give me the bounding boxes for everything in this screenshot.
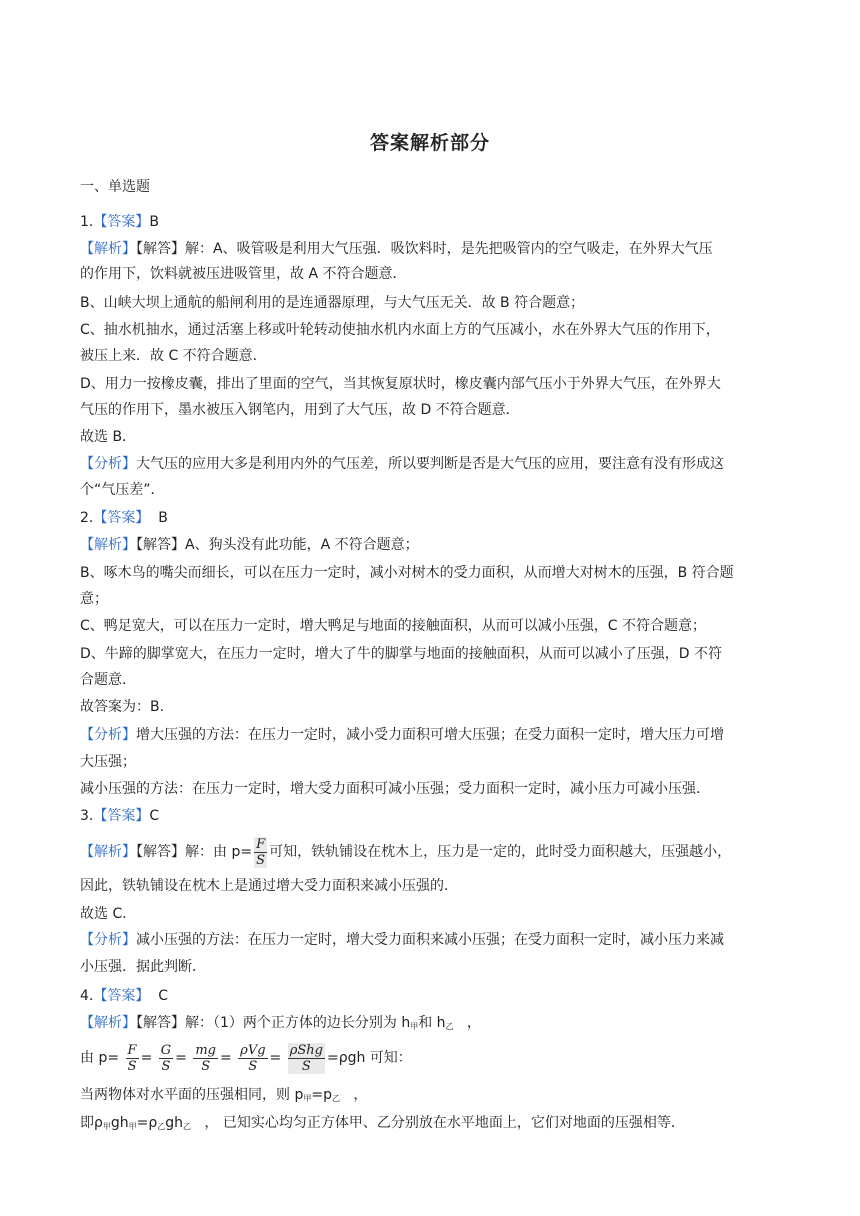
q1-answer-line [80,213,780,231]
q3-fenxi-tag: 【分析】 [80,932,136,948]
q2-text-1: 【解答】A、狗头没有此功能，A 不符合题意； [136,537,419,553]
q3-line-3: 故选 C． [80,906,137,922]
q4-sub-yi-2: 乙 [331,1094,340,1103]
q4-formula-line [80,1038,780,1078]
q4-frac-2-num: G [160,1042,172,1058]
q4-eq-3: = [219,1050,232,1066]
q4-jiexi-tag: 【解析】 [80,1015,136,1031]
q3-line-4 [80,931,780,949]
q1-line-7: 气压的作用下，墨水被压入钢笔内，用到了大气压，故 D 不符合题意． [80,402,520,418]
q3-text-1a: 【解答】解：由 p= [136,844,253,860]
q1-text-1: 【解答】解：A、吸管吸是利用大气压强．吸饮料时，是先把吸管内的空气吸走，在外界大气压 [136,241,713,257]
q1-line-9 [80,455,780,473]
q4-sub-yi-4: 乙 [183,1122,192,1131]
section-heading: 一、单选题 [80,179,150,195]
q3-answer: C [149,808,160,824]
q4-text-4c: =ρ [136,1115,158,1131]
q4-sub-yi: 乙 [445,1022,454,1031]
q2-line-4: C、鸭足宽大，可以在压力一定时，增大鸭足与地面的接触面积，从而可以减小压强，C 不符合题意； [80,618,706,634]
q1-line-4: C、抽水机抽水，通过活塞上移或叶轮转动使抽水机内水面上方的气压减小，水在外界大气压的作用下， [80,322,720,338]
q2-answer: B [158,510,168,526]
q4-text-4d: gh [165,1115,184,1131]
q3-frac-denominator: S [256,852,266,868]
q4-frac-5-den: S [301,1058,311,1074]
q2-line-10: 减小压强的方法：在压力一定时，增大受力面积可减小压强；受力面积一定时，减小压力可减小压强． [80,781,710,797]
q4-text-1a: 【解答】解：（1）两个正方体的边长分别为 h [136,1015,411,1031]
q1-line-3: B、山峡大坝上通航的船闸利用的是连通器原理，与大气压无关．故 B 符合题意； [80,295,585,311]
q4-text-1b: 和 h [418,1015,446,1031]
q4-frac-1-num: F [127,1042,137,1058]
q2-text-8: 增大压强的方法：在压力一定时，减小受力面积可增大压强；在受力面积一定时，增大压力可增 [136,727,724,743]
q4-answer: C [158,988,169,1004]
q4-frac-4 [238,1043,267,1074]
q4-text-2b: =ρgh 可知： [326,1050,412,1066]
q3-text-4: 减小压强的方法：在压力一定时，增大受力面积来减小压强；在受力面积一定时，减小压力来减 [136,932,724,948]
q4-answer-tag: 【答案】 [93,988,150,1004]
q4-line-4 [80,1114,780,1136]
q3-answer-tag: 【答案】 [93,808,150,824]
q2-jiexi-tag: 【解析】 [80,537,136,553]
q4-frac-4-den: S [248,1058,258,1074]
q1-line-6: D、用力一按橡皮囊，排出了里面的空气，当其恢复原状时，橡皮囊内部气压小于外界大气压，在外界大 [80,376,721,392]
q1-text-9: 大气压的应用大多是利用内外的气压差，所以要判断是否是大气压的应用，要注意有没有形成这 [136,456,724,472]
q4-text-3c: ， [353,1087,368,1103]
q3-frac-numerator: F [256,836,266,852]
q4-answer-line [80,987,780,1005]
q4-frac-5-num: ρShg [289,1042,323,1058]
q4-frac-3-num: mg [195,1042,216,1058]
q2-answer-tag: 【答案】 [93,510,150,526]
q1-line-10: 个“气压差”． [80,482,165,498]
q4-sub-yi-3: 乙 [157,1122,166,1131]
q4-eq-2: = [175,1050,187,1066]
q4-line-1 [80,1014,780,1036]
q2-line-9: 大压强； [80,754,136,770]
q4-eq-4: = [269,1050,282,1066]
q4-text-1c: ， [466,1015,481,1031]
q2-line-8 [80,726,780,744]
q3-answer-line [80,807,780,825]
q3-line-2: 因此，铁轨铺设在枕木上是通过增大受力面积来减小压强的． [80,878,458,894]
q1-fenxi-tag: 【分析】 [80,456,136,472]
q4-text-2a: 由 p= [80,1050,120,1066]
q2-number: 2. [80,510,94,526]
q1-line-2: 的作用下，饮料就被压进吸管里，故 A 不符合题意． [80,266,407,282]
q4-text-3a: 当两物体对水平面的压强相同，则 p [80,1087,304,1103]
q4-line-3 [80,1086,780,1108]
q4-eq-1: = [140,1050,153,1066]
q4-sub-jia: 甲 [410,1022,419,1031]
q3-text-1b: 可知，铁轨铺设在枕木上，压力是一定的，此时受力面积越大，压强越小， [269,844,732,860]
q4-frac-3-den: S [201,1058,211,1074]
q4-sub-jia-2: 甲 [303,1094,312,1103]
q1-answer-tag: 【答案】 [93,214,150,230]
q4-sub-jia-3: 甲 [102,1122,111,1131]
q4-text-4e: ， 已知实心均匀正方体甲、乙分别放在水平地面上，它们对地面的压强相等． [204,1115,685,1131]
q2-fenxi-tag: 【分析】 [80,727,136,743]
q2-line-3: 意； [80,591,108,607]
q4-frac-1 [126,1043,139,1074]
q3-formula-fraction [254,837,267,868]
q4-sub-jia-4: 甲 [128,1122,137,1131]
q2-line-7: 故答案为：B. [80,699,165,715]
q4-frac-2 [159,1043,173,1074]
q1-line-5: 被压上来．故 C 不符合题意． [80,348,267,364]
q4-frac-3 [193,1043,218,1074]
q2-answer-line [80,509,780,527]
q2-line-6: 合题意． [80,672,136,688]
q3-jiexi-tag: 【解析】 [80,844,136,860]
q4-frac-4-num: ρVg [240,1042,266,1058]
q1-line-8: 故选 B． [80,429,137,445]
q4-frac-5 [288,1043,325,1074]
q2-line-5: D、牛蹄的脚掌宽大，在压力一定时，增大了牛的脚掌与地面的接触面积，从而可以减小了压强，D 不符 [80,646,723,662]
q4-frac-1-den: S [127,1058,137,1074]
q2-line-1 [80,536,780,554]
q4-text-4a: 即ρ [80,1115,103,1131]
page-title: 答案解析部分 [369,132,490,154]
q4-text-3b: =p [311,1087,332,1103]
q2-line-2: B、啄木鸟的嘴尖而细长，可以在压力一定时，减小对树木的受力面积，从而增大对树木的压强，B 符合题 [80,565,734,581]
q1-answer: B [149,214,159,230]
q1-number: 1. [80,214,94,230]
q4-frac-2-den: S [161,1058,171,1074]
q1-jiexi-tag: 【解析】 [80,241,136,257]
q3-number: 3. [80,808,94,824]
q3-line-5: 小压强．据此判断． [80,959,206,975]
q4-text-4b: gh [110,1115,129,1131]
q3-line-1 [80,835,780,869]
q1-line-1 [80,240,780,258]
q4-number: 4. [80,988,94,1004]
